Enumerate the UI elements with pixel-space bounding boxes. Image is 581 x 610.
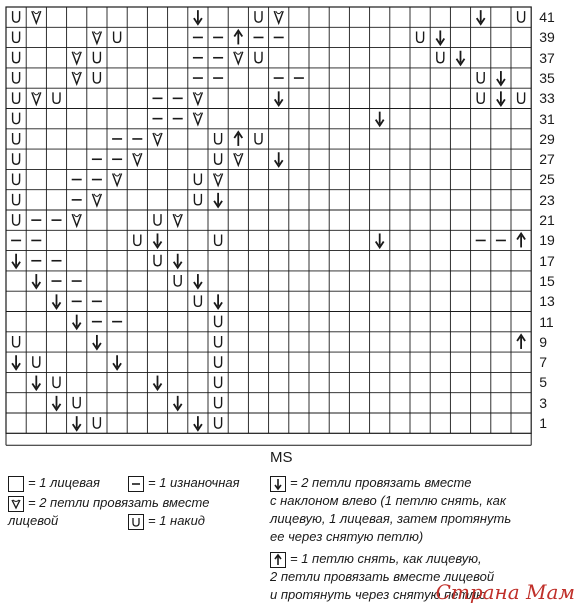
ssk-legend-2: с наклоном влево (1 петлю снять, как bbox=[270, 493, 507, 508]
purl-symbol bbox=[128, 476, 144, 492]
row-number: 1 bbox=[539, 415, 547, 431]
knit-symbol bbox=[8, 476, 24, 492]
row-number: 35 bbox=[539, 69, 555, 86]
ssk-symbol bbox=[270, 476, 286, 492]
row-number: 19 bbox=[539, 232, 555, 249]
row-number: 25 bbox=[539, 171, 555, 188]
row-number: 17 bbox=[539, 252, 555, 269]
row-number: 27 bbox=[539, 151, 555, 168]
watermark: Страна Мам bbox=[435, 580, 575, 604]
row-number: 31 bbox=[539, 110, 555, 127]
row-number: 11 bbox=[539, 313, 554, 330]
row-number: 37 bbox=[539, 49, 555, 66]
k2tog-legend-2: лицевой bbox=[8, 513, 59, 528]
ms-label: MS bbox=[270, 449, 293, 466]
row-number: 5 bbox=[539, 374, 547, 391]
k2tog-symbol bbox=[8, 496, 24, 512]
cdd-legend-3: и протянуть через снятую петлю bbox=[270, 587, 486, 602]
k2tog-legend-1: = 2 петли провязать вместе bbox=[28, 495, 210, 510]
yarn-over-legend: = 1 накид bbox=[148, 513, 205, 528]
row-number: 39 bbox=[539, 29, 555, 46]
knit-legend: = 1 лицевая bbox=[28, 475, 100, 490]
row-number: 29 bbox=[539, 130, 555, 147]
row-number: 23 bbox=[539, 191, 555, 208]
row-number: 41 bbox=[539, 9, 555, 25]
cdd-symbol bbox=[270, 552, 286, 568]
row-number: 15 bbox=[539, 272, 555, 289]
row-number: 21 bbox=[539, 212, 555, 228]
yarn-over-symbol bbox=[128, 514, 144, 530]
cdd-legend-1: = 1 петлю снять, как лицевую, bbox=[290, 551, 482, 566]
row-number: 13 bbox=[539, 293, 555, 310]
ssk-legend-1: = 2 петли провязать вместе bbox=[290, 475, 472, 490]
row-number: 7 bbox=[539, 354, 547, 371]
cdd-legend-2: 2 петли провязать вместе лицевой bbox=[270, 569, 495, 584]
row-number: 9 bbox=[539, 333, 547, 350]
ssk-legend-4: ее через снятую петлю) bbox=[270, 529, 424, 544]
ssk-legend-3: лицевую, 1 лицевая, затем протянуть bbox=[270, 511, 512, 526]
row-number: 3 bbox=[539, 394, 547, 411]
purl-legend: = 1 изнаночная bbox=[148, 475, 240, 490]
row-number: 33 bbox=[539, 90, 555, 107]
